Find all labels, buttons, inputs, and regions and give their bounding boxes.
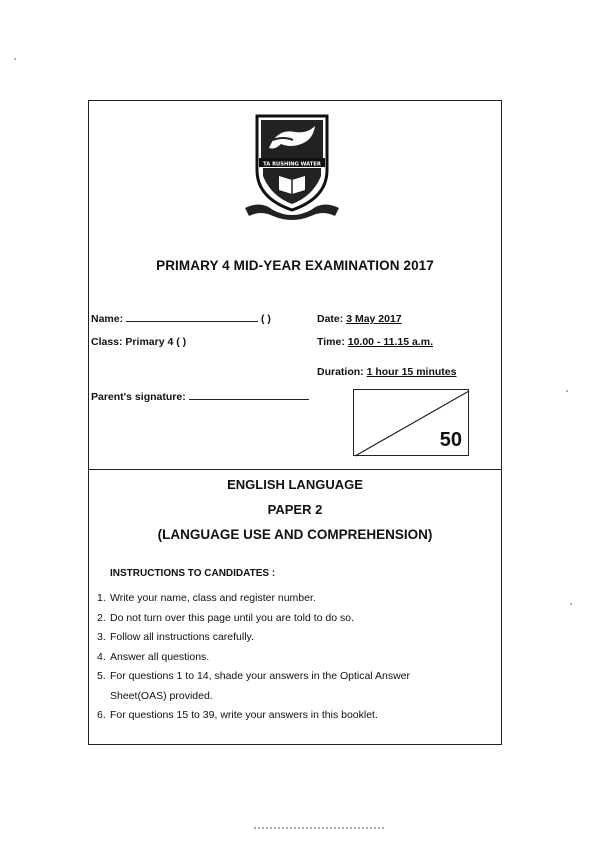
instructions-title: INSTRUCTIONS TO CANDIDATES : (110, 568, 276, 579)
section-divider (88, 469, 502, 470)
date-field (317, 313, 402, 325)
date-label: Date: (317, 313, 344, 325)
parent-signature-blank[interactable] (189, 399, 309, 400)
paper-subtitle: (LANGUAGE USE AND COMPREHENSION) (157, 527, 433, 542)
name-blank[interactable] (126, 321, 258, 322)
time-field (317, 336, 433, 348)
name-label: Name: (91, 313, 124, 325)
scan-speck (566, 390, 568, 392)
parent-signature-label: Parent's signature: (91, 391, 186, 403)
instruction-item-continuation: Sheet(OAS) provided. (110, 689, 213, 702)
class-field[interactable]: Class: Primary 4 ( ) (91, 336, 187, 348)
exam-title: PRIMARY 4 MID-YEAR EXAMINATION 2017 (156, 258, 434, 273)
instructions-list (97, 589, 410, 726)
duration-value: 1 hour 15 minutes (366, 366, 457, 378)
date-value: 3 May 2017 (346, 313, 402, 325)
instruction-item: 1. Write your name, class and register number. (97, 592, 316, 604)
instruction-item: 4. Answer all questions. (97, 650, 210, 663)
scan-speck (14, 58, 16, 60)
footer-watermark-smudge (254, 827, 384, 829)
total-marks: 50 (439, 429, 462, 451)
school-crest-icon (243, 110, 341, 220)
parent-signature-field[interactable] (91, 391, 309, 403)
duration-label: Duration: (317, 366, 364, 378)
duration-field (317, 366, 456, 378)
scan-speck (570, 603, 572, 605)
paper-heading: PAPER 2 (267, 502, 323, 517)
crest-banner-text: TA RUSHING WATER (263, 161, 321, 168)
subject-heading: ENGLISH LANGUAGE (227, 477, 363, 492)
name-field[interactable] (91, 313, 271, 325)
instruction-item: 3. Follow all instructions carefully. (97, 631, 254, 643)
register-number-bracket[interactable]: ( ) (260, 313, 271, 325)
instruction-item: 2. Do not turn over this page until you are told to do so. (97, 611, 354, 624)
time-label: Time: (317, 336, 345, 348)
time-value: 10.00 - 11.15 a.m. (347, 336, 433, 348)
instruction-item: 5. For questions 1 to 14, shade your answers in the Optical Answer (97, 670, 410, 682)
score-box[interactable] (353, 389, 469, 456)
instruction-item: 6. For questions 15 to 39, write your answers in this booklet. (97, 709, 378, 721)
